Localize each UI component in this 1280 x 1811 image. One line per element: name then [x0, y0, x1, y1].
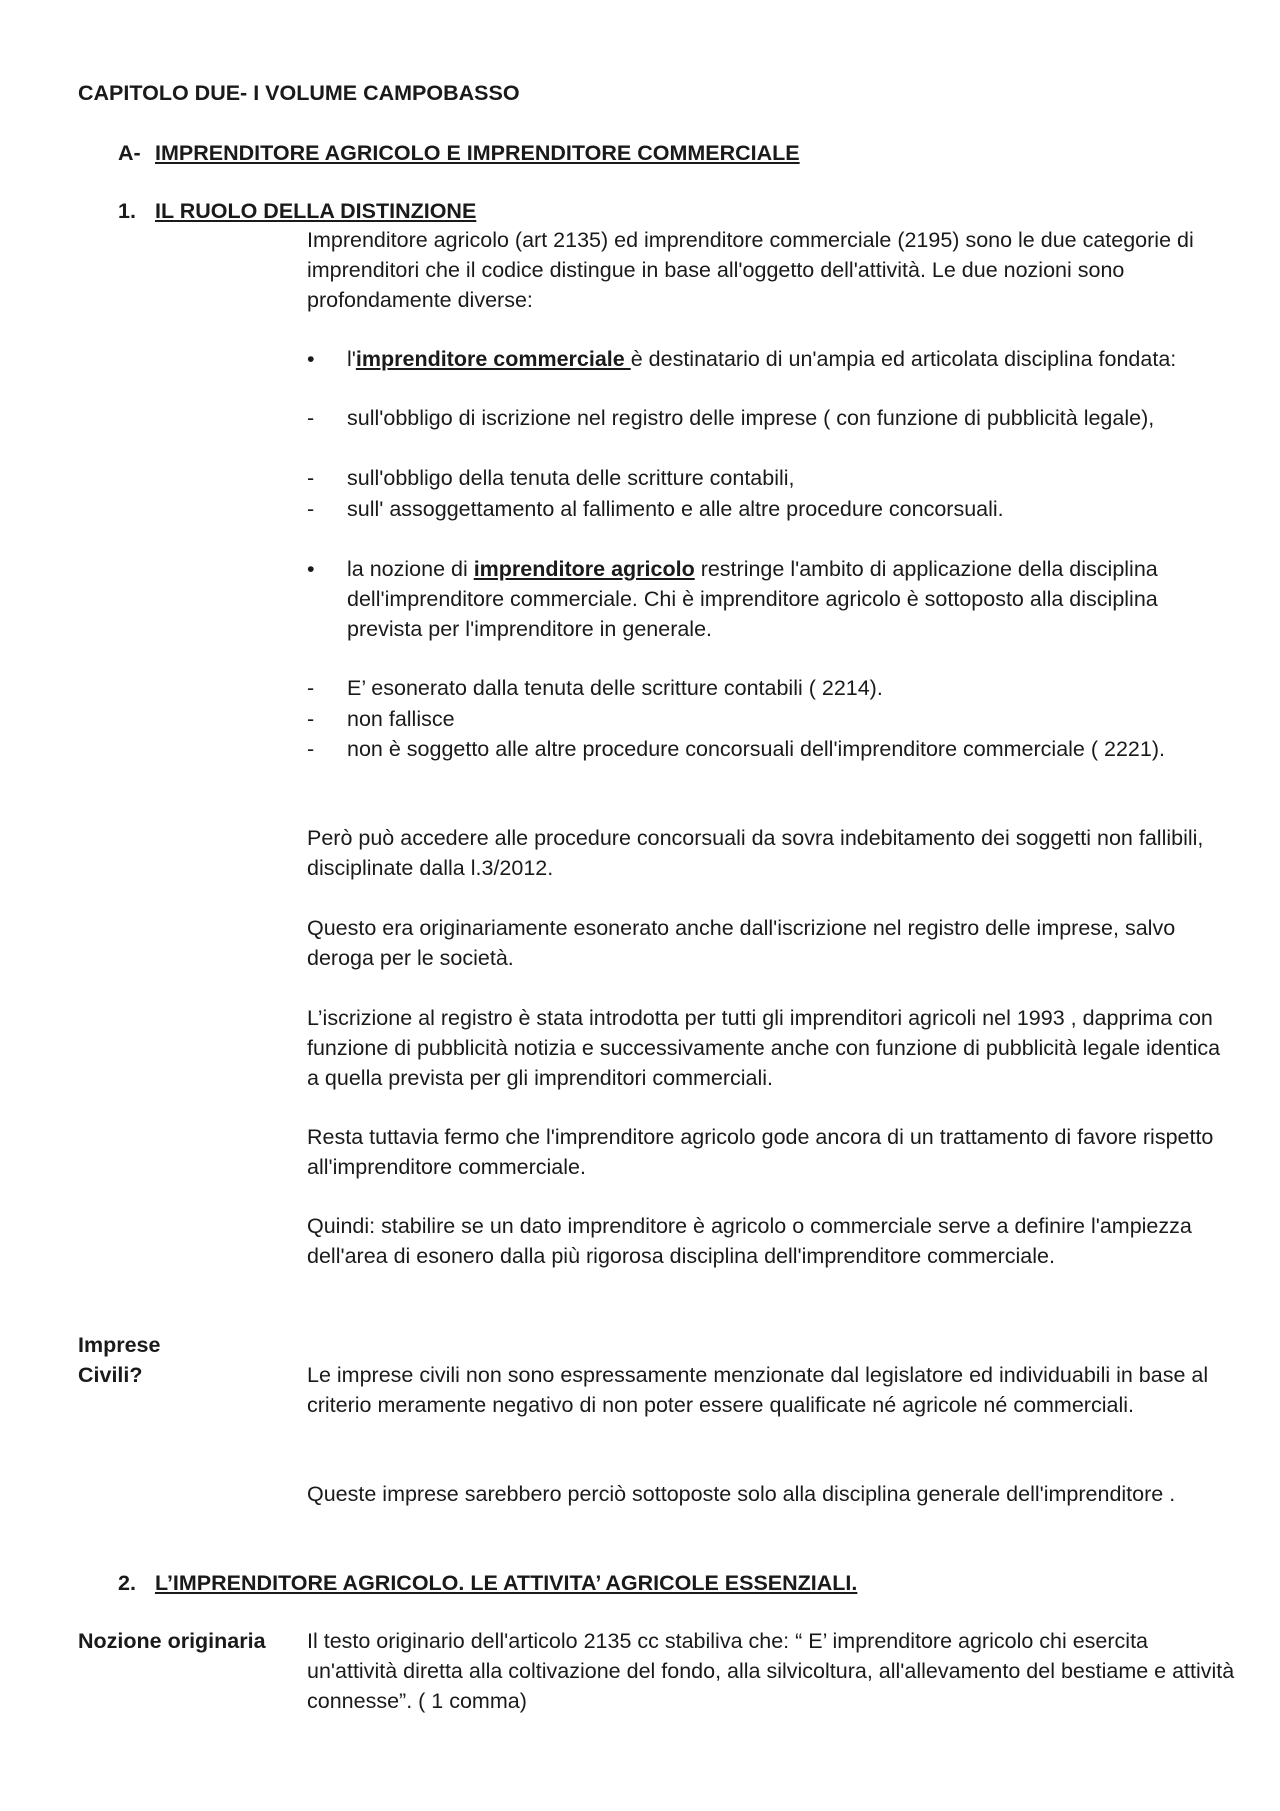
civil-paragraph: Le imprese civili non sono espressamente menzionate dal legislatore ed individuabili in base al criterio meramente negativo di non poter essere qualificate né agricole né commerciali.: [307, 1363, 1209, 1417]
dash-item: - E’ esonerato dalla tenuta delle scritture contabili ( 2214).: [307, 673, 1207, 703]
term-agricolo: imprenditore agricolo: [473, 557, 695, 581]
section-1-title: IL RUOLO DELLA DISTINZIONE: [155, 199, 477, 223]
dash-marker: -: [307, 466, 315, 490]
dash-marker: -: [307, 737, 315, 761]
civil-paragraph: Queste imprese sarebbero perciò sottoposte solo alla disciplina generale dell'imprenditore .: [307, 1482, 1176, 1506]
chapter-title: CAPITOLO DUE- I VOLUME CAMPOBASSO: [78, 81, 520, 105]
bullet-text: l'imprenditore commerciale è destinatario di un'ampia ed articolata disciplina fondata:: [347, 347, 1177, 371]
bullet-text: la nozione di imprenditore agricolo restringe l'ambito di applicazione della disciplina dell'imprenditore commerciale. Chi è imprenditore agricolo è sottoposto alla disciplina prevista per l'imprenditore in generale.: [347, 557, 1158, 641]
bullet-agricolo: [307, 554, 1207, 644]
bullet-marker: •: [307, 347, 315, 371]
paragraph: Questo era originariamente esonerato anche dall'iscrizione nel registro delle imprese, salvo deroga per le società.: [307, 916, 1176, 970]
dash-marker: -: [307, 707, 315, 731]
term-commerciale: imprenditore commerciale: [355, 347, 631, 371]
dash-item: - sull' assoggettamento al fallimento e alle altre procedure concorsuali.: [307, 494, 1207, 524]
dash-marker: -: [307, 676, 315, 700]
bullet-commerciale: [307, 344, 1207, 374]
side-label-nozione-originaria: Nozione originaria: [78, 1629, 266, 1653]
dash-item: - sull'obbligo della tenuta delle scritture contabili,: [307, 463, 1207, 493]
section-a-number: A-: [118, 141, 141, 165]
bullet-marker: •: [307, 557, 315, 581]
section-a-title: IMPRENDITORE AGRICOLO E IMPRENDITORE COMMERCIALE: [155, 141, 800, 165]
section-2-paragraph: Il testo originario dell'articolo 2135 cc stabiliva che: “ E’ imprenditore agricolo chi esercita un'attività diretta alla coltivazione del fondo, alla silvicoltura, all'allevamento del bestiame e attività connesse”. ( 1 comma): [307, 1629, 1235, 1713]
dash-marker: -: [307, 497, 315, 521]
section-1-number: 1.: [118, 199, 136, 223]
intro-paragraph: Imprenditore agricolo (art 2135) ed imprenditore commerciale (2195) sono le due categorie di imprenditori che il codice distingue in base all'oggetto dell'attività. Le due nozioni sono profondamente diverse:: [307, 228, 1194, 312]
dash-item: - non fallisce: [307, 704, 1207, 734]
paragraph: Resta tuttavia fermo che l'imprenditore agricolo gode ancora di un trattamento di favore rispetto all'imprenditore commerciale.: [307, 1125, 1214, 1179]
dash-item: - sull'obbligo di iscrizione nel registro delle imprese ( con funzione di pubblicità legale),: [307, 403, 1207, 433]
dash-item: - non è soggetto alle altre procedure concorsuali dell'imprenditore commerciale ( 2221).: [307, 734, 1207, 764]
paragraph: Però può accedere alle procedure concorsuali da sovra indebitamento dei soggetti non fallibili, disciplinate dalla l.3/2012.: [307, 826, 1204, 880]
section-2-title: L’IMPRENDITORE AGRICOLO. LE ATTIVITA’ AGRICOLE ESSENZIALI.: [155, 1571, 858, 1595]
section-2-number: 2.: [118, 1571, 136, 1595]
paragraph: Quindi: stabilire se un dato imprenditore è agricolo o commerciale serve a definire l'ampiezza dell'area di esonero dalla più rigorosa disciplina dell'imprenditore commerciale.: [307, 1214, 1192, 1268]
side-label-imprese-civili: Imprese Civili?: [78, 1333, 161, 1387]
dash-marker: -: [307, 406, 315, 430]
paragraph: L’iscrizione al registro è stata introdotta per tutti gli imprenditori agricoli nel 1993 , dapprima con funzione di pubblicità notizia e successivamente anche con funzione di pubblicità legale identica a quella prevista per gli imprenditori commerciali.: [307, 1006, 1221, 1090]
